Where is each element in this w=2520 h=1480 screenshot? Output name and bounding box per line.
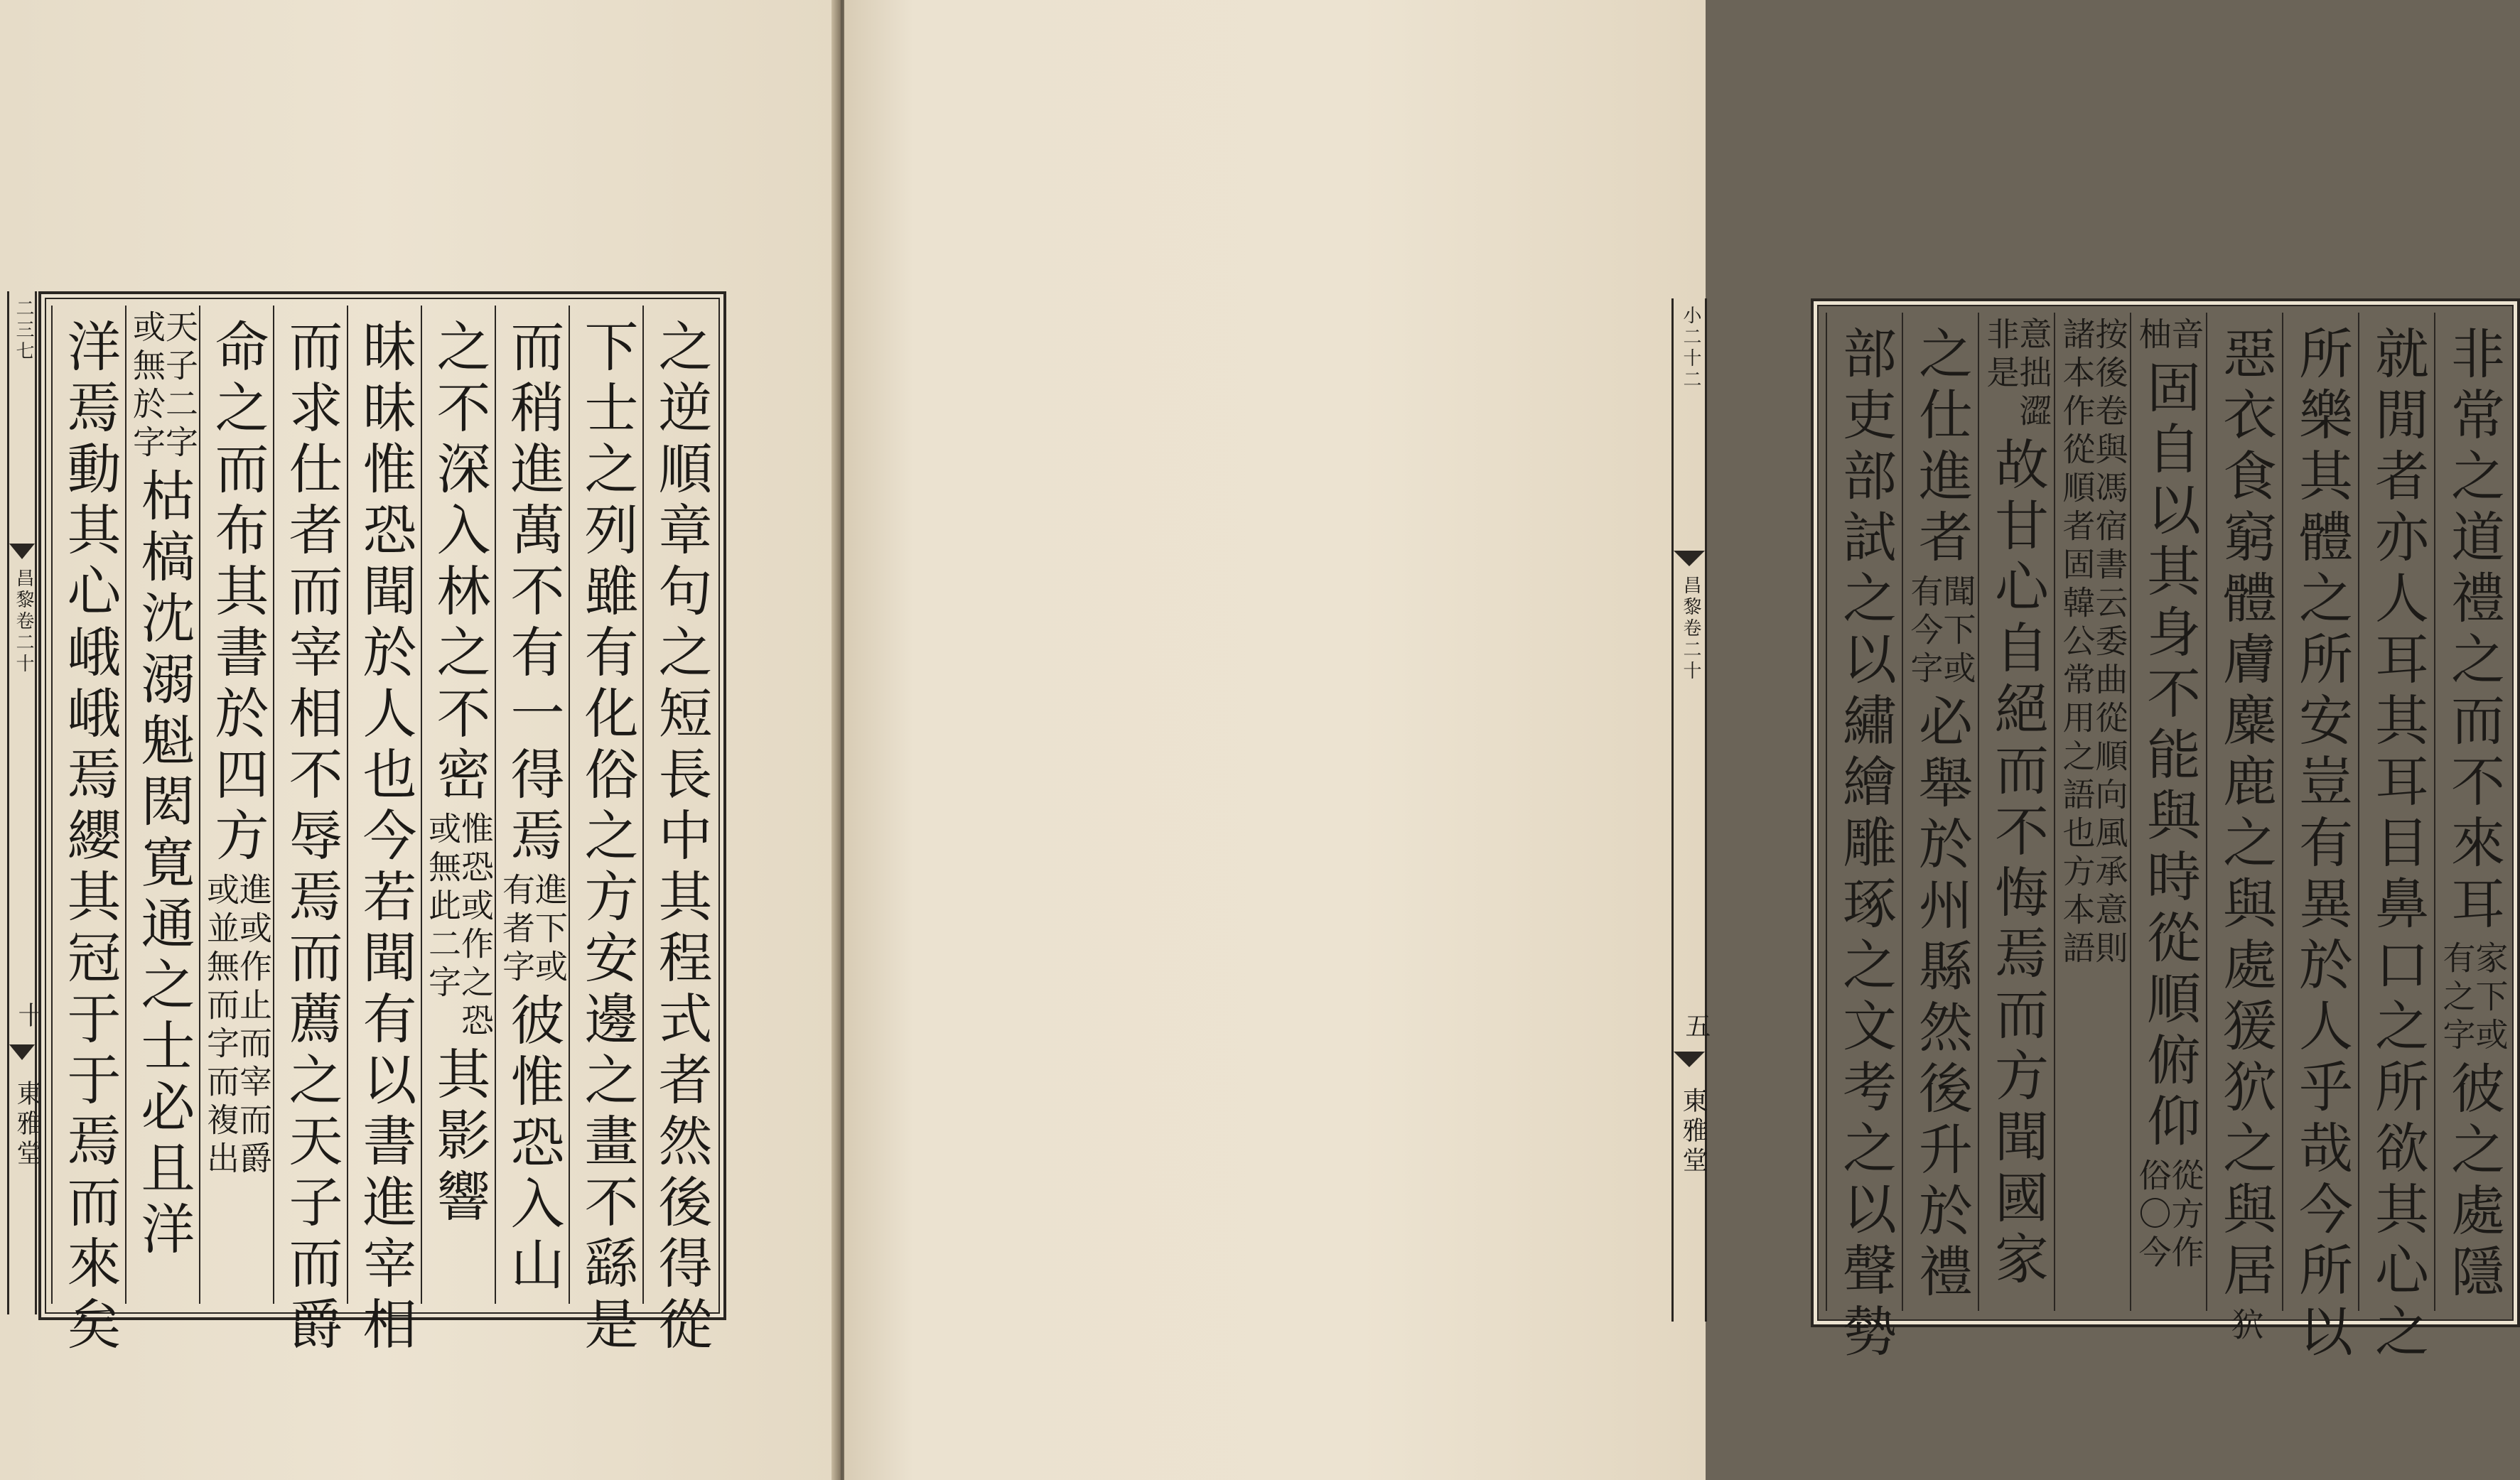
main-text: 所樂其體之所安豈有異於人乎哉今所以: [2290, 325, 2354, 1364]
text-column: [421, 306, 496, 1304]
text-column: [51, 306, 126, 1357]
right-book-title: 昌黎卷二十: [1680, 576, 1701, 682]
text-column: [2282, 313, 2359, 1364]
text-column: [642, 306, 718, 1357]
annotation-pair: [128, 310, 199, 463]
main-text: 部吏部試之以繡繪雕琢之文考之以聲勢: [1834, 325, 1897, 1364]
annotation-pair: [2133, 1158, 2205, 1273]
main-text: 故甘心自絕而不悔焉而方聞國家: [1986, 436, 2050, 1292]
text-column: [1902, 313, 1979, 1311]
main-text: 下士之列雖有化俗之方安邊之畫不繇是: [576, 318, 639, 1357]
text-column: [495, 306, 570, 1304]
text-column: [2358, 313, 2435, 1364]
main-text: 而稍進萬不有一得焉: [502, 318, 565, 868]
text-column: [199, 306, 274, 1304]
text-column: [347, 306, 422, 1357]
main-text: 惡衣食窮體膚麋鹿之與處猨狖之與居: [2214, 325, 2278, 1303]
annotation-left: 或並無而字而複出: [202, 873, 240, 1179]
annotation-left: 或無於字: [128, 310, 166, 463]
main-text: 之逆順章句之短長中其程式者然後得從: [650, 318, 713, 1357]
annotation-pair: [2438, 941, 2509, 1056]
main-text: 彼惟恐入山: [502, 992, 565, 1297]
annotation-right: 進或作止而宰而爵: [235, 873, 273, 1179]
main-text: 之不深入林之不密: [428, 318, 491, 807]
annotation-pair: [202, 873, 273, 1179]
text-column: [569, 306, 644, 1357]
annotation-left: 或無此二字: [424, 811, 462, 1003]
annotation-right: 狖: [2226, 1307, 2265, 1346]
left-folio-number: 二三七: [13, 298, 34, 362]
annotation-right: 家下或: [2470, 941, 2509, 1056]
text-column: [2054, 313, 2131, 1311]
text-column: [1826, 313, 1903, 1364]
left-hall-name: 東雅堂: [13, 1080, 42, 1170]
text-column: [125, 306, 200, 1304]
main-text: 之仕進者: [1910, 325, 1974, 570]
right-hall-name: 東雅堂: [1679, 1087, 1708, 1177]
annotation-left: 有之字: [2438, 941, 2477, 1056]
annotation-pair: [497, 873, 569, 988]
main-text: 彼之處隱: [2442, 1060, 2506, 1305]
text-column: [2206, 313, 2283, 1346]
left-page-margin-strip: [7, 291, 43, 1314]
fish-tail-mark: [1674, 551, 1705, 566]
annotation-right: 按後卷與馮宿書云委曲從順向風承意則: [2090, 317, 2129, 969]
main-text: 其影響: [428, 1046, 491, 1229]
left-book-title: 昌黎卷二十: [13, 568, 34, 675]
annotation-right: 音: [2166, 317, 2205, 355]
main-text: 命之而布其書於四方: [206, 318, 269, 868]
annotation-left: 諸本作從順者固韓公常用之語也方本語: [2057, 317, 2096, 969]
main-text: 枯槁沈溺魁閎寛通之士必且洋: [132, 468, 195, 1262]
text-column: [2130, 313, 2207, 1311]
annotation-pair: [2226, 1307, 2265, 1346]
right-folio-number: 小二十二: [1680, 306, 1701, 391]
left-page: [0, 0, 837, 1480]
fish-tail-mark: [1674, 1052, 1705, 1067]
annotation-right: 進下或: [530, 873, 569, 988]
right-page-margin-strip: [1671, 298, 1711, 1322]
main-text: 而求仕者而宰相不辱焉而薦之天子而爵: [280, 318, 343, 1357]
annotation-left: 柚: [2133, 317, 2172, 355]
fish-tail-mark: [9, 1044, 35, 1060]
annotation-right: 聞下或: [1938, 574, 1977, 689]
annotation-left: 有今字: [1905, 574, 1944, 689]
annotation-left: 非是: [1981, 317, 2020, 394]
annotation-right: 天子二字: [161, 310, 199, 463]
annotation-pair: [1981, 317, 2053, 432]
main-text: 固自以其身不能與時從順俯仰: [2138, 360, 2202, 1154]
left-leaf-number: 十: [14, 1002, 43, 1030]
annotation-right: 意拙澀: [2014, 317, 2053, 432]
annotation-left: 有者字: [497, 873, 536, 988]
main-text: 就閒者亦人耳其耳目鼻口之所欲其心之: [2366, 325, 2430, 1364]
right-leaf-number: 五: [1681, 1012, 1711, 1041]
annotation-pair: [2057, 317, 2129, 969]
fish-tail-mark: [9, 544, 35, 559]
main-text: 非常之道禮之而不來耳: [2442, 325, 2506, 936]
text-column: [273, 306, 348, 1357]
annotation-pair: [1905, 574, 1977, 689]
main-text: 必舉於州縣然後升於禮: [1910, 693, 1974, 1305]
main-text: 洋焉動其心峨峨焉纓其冠于于焉而來矣: [58, 318, 122, 1357]
text-column: [2434, 313, 2511, 1311]
main-text: 昧昧惟恐聞於人也今若聞有以書進宰相: [354, 318, 417, 1357]
annotation-left: 俗〇今: [2133, 1158, 2172, 1273]
text-column: [1978, 313, 2055, 1311]
annotation-right: 惟恐或作之恐: [456, 811, 495, 1042]
annotation-right: 從方作: [2166, 1158, 2205, 1273]
right-text-frame: [1811, 298, 2520, 1364]
right-page: [844, 0, 2509, 1480]
annotation-pair: [2133, 317, 2205, 355]
annotation-pair: [424, 811, 495, 1042]
left-text-frame: [38, 291, 726, 1357]
